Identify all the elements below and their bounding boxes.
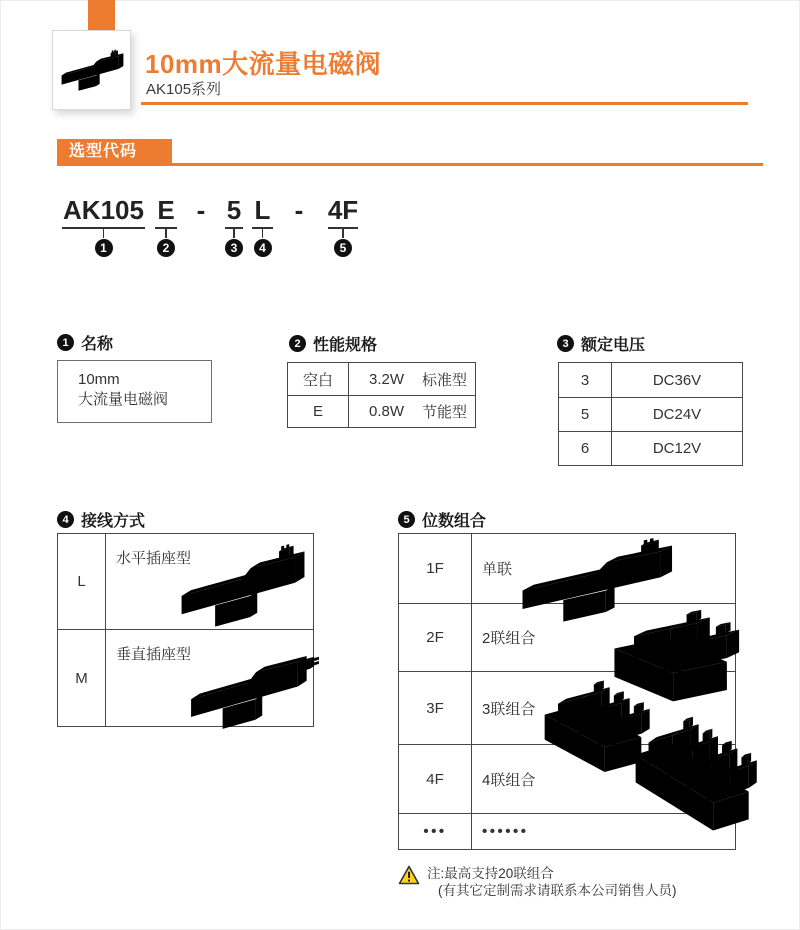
spec-type: 标准型	[422, 371, 468, 389]
spec-value-cell	[348, 395, 475, 427]
voltage-value-cell: DC36V	[611, 363, 742, 397]
section-number-badge: 4	[57, 511, 74, 528]
code-number-badge: 1	[95, 239, 113, 257]
station-label-cell: 单联	[471, 534, 735, 603]
series-subtitle: AK105系列	[146, 81, 222, 98]
code-text: 5	[226, 195, 242, 225]
footnote	[398, 865, 677, 899]
note-line2: (有其它定制需求请联系本公司销售人员)	[438, 883, 677, 898]
code-text: AK105	[63, 195, 144, 225]
section-header-spec	[289, 332, 377, 355]
station-code-cell: 3F	[399, 671, 471, 744]
code-number-badge: 5	[334, 239, 352, 257]
voltage-code-cell: 3	[580, 371, 590, 389]
code-segment-voltage	[225, 195, 243, 257]
code-leader	[262, 229, 264, 238]
code-leader	[165, 229, 167, 238]
page-title: 10mm大流量电磁阀	[145, 49, 382, 79]
section-header-voltage	[557, 332, 645, 355]
wiring-label-cell: 水平插座型	[105, 534, 313, 629]
spec-code-cell: 空白	[302, 371, 333, 389]
section-title: 位数组合	[422, 513, 487, 530]
wiring-code-cell: M	[58, 629, 105, 726]
code-dash: -	[294, 195, 304, 225]
valve-image-vertical	[183, 644, 321, 736]
section-title: 接线方式	[81, 513, 146, 530]
section-badge: 选型代码	[57, 139, 172, 165]
section-number-badge: 1	[57, 334, 74, 351]
voltage-value-cell: DC24V	[611, 397, 742, 431]
code-segment-series	[62, 195, 145, 257]
model-code-diagram	[0, 195, 420, 267]
valve-image-horizontal	[173, 539, 311, 631]
section-title: 性能规格	[313, 337, 378, 354]
station-code-cell: •••	[399, 813, 471, 849]
section-header-name	[57, 331, 113, 354]
name-line1: 10mm	[78, 371, 120, 388]
voltage-value-cell: DC12V	[611, 431, 742, 465]
product-thumbnail	[52, 30, 131, 110]
section-title: 额定电压	[581, 337, 646, 354]
spec-watt: 0.8W	[369, 403, 405, 420]
voltage-code-cell: 5	[559, 397, 611, 431]
code-leader	[342, 229, 344, 238]
code-segment-stations	[328, 195, 358, 257]
note-line1: 注:最高支持20联组合	[427, 866, 554, 881]
wiring-code-cell: L	[77, 573, 86, 590]
valve-thumbnail-icon	[57, 47, 127, 93]
station-label-cell: 3联组合	[471, 671, 735, 744]
code-number-badge: 4	[254, 239, 272, 257]
code-number-badge: 3	[225, 239, 243, 257]
station-label-cell: 2联组合	[471, 603, 735, 671]
spec-watt: 3.2W	[369, 370, 405, 388]
wiring-label-cell: 垂直插座型	[105, 629, 313, 726]
code-dash: -	[196, 195, 206, 225]
code-number-badge: 2	[157, 239, 175, 257]
name-line2: 大流量电磁阀	[78, 391, 169, 408]
code-leader	[103, 229, 105, 238]
section-number-badge: 2	[289, 335, 306, 352]
station-code-cell: 1F	[426, 560, 444, 577]
valve-image-4f	[634, 714, 760, 836]
section-title: 名称	[81, 336, 114, 353]
header-divider	[141, 102, 748, 105]
station-code-cell: 2F	[399, 603, 471, 671]
section-number-badge: 3	[557, 335, 574, 352]
voltage-code-cell: 6	[559, 431, 611, 465]
spec-code-cell: E	[288, 395, 348, 427]
section-header-stations	[398, 508, 486, 531]
badge-divider	[57, 163, 763, 166]
spec-type: 节能型	[422, 404, 468, 421]
code-segment-wiring	[252, 195, 273, 257]
code-segment-performance	[155, 195, 177, 257]
station-label-cell: 4联组合	[471, 744, 735, 813]
station-label-cell: ••••••	[471, 813, 735, 849]
code-leader	[233, 229, 235, 238]
station-code-cell: 4F	[399, 744, 471, 813]
section-header-wiring	[57, 508, 145, 531]
voltage-table	[558, 362, 743, 466]
section-number-badge: 5	[398, 511, 415, 528]
spec-table	[287, 362, 476, 428]
name-box	[57, 360, 212, 423]
code-text: 4F	[327, 195, 359, 225]
code-text: L	[254, 195, 271, 225]
warning-icon	[398, 865, 420, 885]
code-text: E	[157, 195, 175, 225]
spec-value-cell	[348, 363, 475, 395]
